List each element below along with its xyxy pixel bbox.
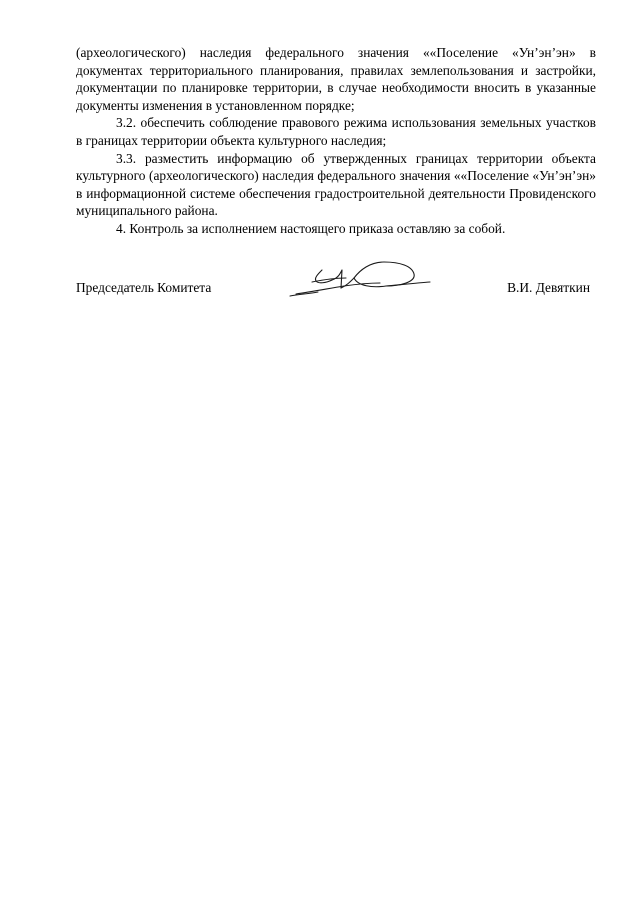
signatory-name: В.И. Девяткин	[507, 280, 590, 295]
paragraph-continuation: (археологического) наследия федерального значения ««Поселение «Ун’эн’эн» в документах территориального планирования, правилах землепользования и застройки, документации по планировке территории, в случае необходимости вносить в указанные документы изменения в установленном порядке;	[76, 45, 596, 113]
handwritten-signature	[288, 256, 438, 300]
paragraph-item-4: 4. Контроль за исполнением настоящего приказа оставляю за собой.	[116, 220, 506, 236]
paragraph-item-3-2: 3.2. обеспечить соблюдение правового режима использования земельных участков в границах территории объекта культурного наследия;	[76, 115, 596, 148]
signatory-title: Председатель Комитета	[76, 280, 212, 295]
paragraph-item-3-3: 3.3. разместить информацию об утвержденных границах территории объекта культурного (археологического) наследия федерального значения ««Поселение «Ун’эн’эн» в информационной системе обеспечения градостроительной деятельности Провиденского муниципального района.	[76, 150, 596, 219]
document-body	[76, 44, 596, 238]
signature-block	[76, 278, 596, 308]
